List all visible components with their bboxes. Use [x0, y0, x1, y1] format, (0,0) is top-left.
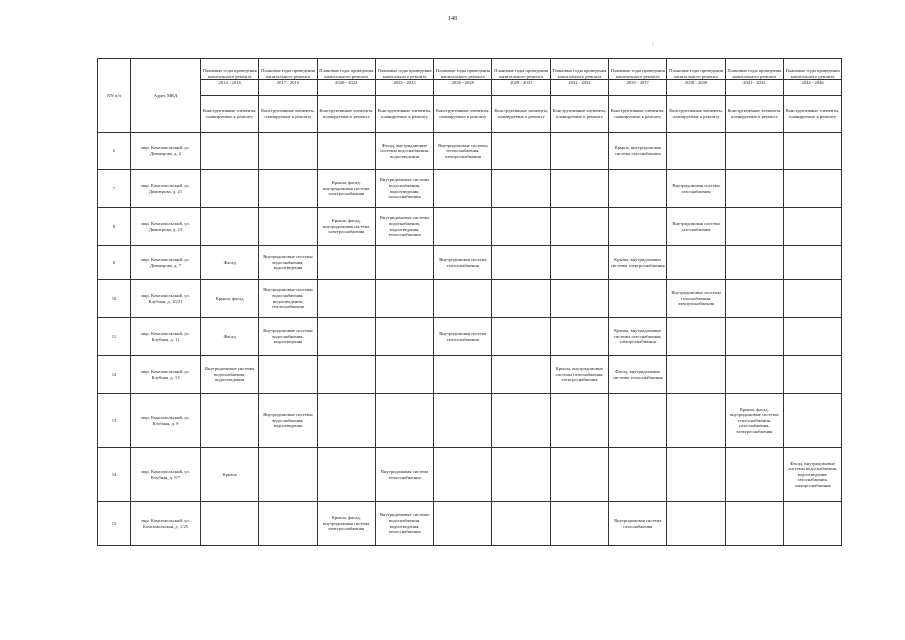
repair-cell-5 — [492, 280, 550, 318]
repair-cell-1: Внутридомовые системы водоснабжения, водоотведения — [259, 246, 317, 280]
repair-cell-0 — [201, 133, 259, 170]
period-title: Плановые годы проведения капитального ремонта — [610, 68, 665, 79]
repair-cell-4 — [434, 170, 492, 208]
repair-cell-6: Крыша, внутридомовые системы газоснабжения, электроснабжения — [550, 356, 608, 394]
repair-cell-5 — [492, 318, 550, 356]
period-title: Плановые годы проведения капитального ремонта — [669, 68, 723, 79]
header-elements-2: Конструктивные элементы, планируемые к ремонту — [317, 96, 375, 133]
repair-cell-4 — [434, 208, 492, 246]
row-address: мкр. Комсомольский, ул. Клубная, д. 11 — [131, 318, 201, 356]
repair-cell-5 — [492, 448, 550, 502]
repair-cell-10 — [783, 280, 841, 318]
table-row — [98, 133, 842, 170]
repair-cell-9 — [725, 170, 783, 208]
repair-cell-0: Фасад — [201, 318, 259, 356]
margin-mark: : — [652, 42, 654, 48]
repair-cell-4 — [434, 280, 492, 318]
repair-cell-6 — [550, 246, 608, 280]
repair-cell-3 — [375, 356, 433, 394]
repair-cell-9: Крыша, фасад, внутридомовые системы теплоснабжения, газоснабжения, электроснабжения — [725, 394, 783, 448]
header-period-9 — [725, 59, 783, 96]
period-years: 2041 - 2043 — [726, 79, 783, 86]
row-number: 9 — [98, 246, 131, 280]
header-period-3 — [375, 59, 433, 96]
header-period-7 — [609, 59, 667, 96]
header-period-2 — [317, 59, 375, 96]
header-period-1 — [259, 59, 317, 96]
table-row — [98, 246, 842, 280]
table-row — [98, 280, 842, 318]
repair-cell-8 — [667, 356, 725, 394]
repair-cell-10 — [783, 246, 841, 280]
repair-cell-3 — [375, 318, 433, 356]
repair-cell-2 — [317, 356, 375, 394]
repair-cell-10 — [783, 133, 841, 170]
period-years: 2038 - 2040 — [667, 79, 724, 86]
row-address: мкр. Комсомольский, ул. Димитрова, д. 21 — [131, 170, 201, 208]
period-title: Плановые годы проведения капитального ремонта — [494, 68, 549, 79]
repair-cell-9 — [725, 318, 783, 356]
repair-cell-3 — [375, 394, 433, 448]
row-number: 14 — [98, 448, 131, 502]
repair-cell-10 — [783, 318, 841, 356]
repair-cell-7 — [609, 280, 667, 318]
repair-cell-2 — [317, 394, 375, 448]
repair-cell-3: Внутридомовые системы водоснабжения, водоотведения, теплоснабжения — [375, 170, 433, 208]
repair-cell-6 — [550, 448, 608, 502]
repair-cell-0: Крыша — [201, 448, 259, 502]
repair-cell-8: Внутридомовая система газоснабжения — [667, 208, 725, 246]
repair-cell-8 — [667, 394, 725, 448]
repair-cell-6 — [550, 502, 608, 546]
row-number: 13 — [98, 394, 131, 448]
repair-cell-2 — [317, 246, 375, 280]
repair-cell-6 — [550, 133, 608, 170]
header-elements-0: Конструктивные элементы, планируемые к ремонту — [201, 96, 259, 133]
header-period-5 — [492, 59, 550, 96]
row-number: 11 — [98, 318, 131, 356]
header-period-0 — [201, 59, 259, 96]
table-body — [98, 133, 842, 546]
repair-cell-4 — [434, 502, 492, 546]
repair-cell-2: Крыша, фасад, внутридомовая система электроснабжения — [317, 208, 375, 246]
header-period-10 — [783, 59, 841, 96]
period-title: Плановые годы проведения капитального ремонта — [552, 68, 607, 79]
repair-cell-3: Внутридомовые системы водоснабжения, водоотведения, теплоснабжения — [375, 502, 433, 546]
period-title: Плановые годы проведения капитального ремонта — [202, 68, 257, 79]
repair-cell-2 — [317, 280, 375, 318]
repair-cell-7 — [609, 394, 667, 448]
repair-cell-9 — [725, 356, 783, 394]
repair-cell-2: Крыша, фасад, внутридомовая система электроснабжения — [317, 502, 375, 546]
repair-cell-4: Внутридомовые системы теплоснабжения, электроснабжения — [434, 133, 492, 170]
repair-cell-8 — [667, 246, 725, 280]
repair-cell-9 — [725, 280, 783, 318]
repair-cell-3 — [375, 280, 433, 318]
header-elements-5: Конструктивные элементы, планируемые к ремонту — [492, 96, 550, 133]
row-address: мкр. Комсомольский, ул. Клубная, д. 9/7 — [131, 448, 201, 502]
table-row — [98, 170, 842, 208]
period-years: 2023 - 2025 — [376, 79, 433, 86]
repair-cell-10 — [783, 356, 841, 394]
header-elements-8: Конструктивные элементы, планируемые к ремонту — [667, 96, 725, 133]
repair-cell-0: Внутридомовые системы водоснабжения, водоотведения — [201, 356, 259, 394]
header-address: Адрес МКД — [131, 59, 201, 133]
repair-cell-0 — [201, 170, 259, 208]
repair-plan-table — [97, 58, 842, 546]
period-title: Плановые годы проведения капитального ремонта — [727, 68, 782, 79]
period-title: Плановые годы проведения капитального ремонта — [260, 68, 315, 79]
repair-cell-7: Крыша, внутридомовая система газоснабжения — [609, 133, 667, 170]
repair-cell-6 — [550, 208, 608, 246]
repair-cell-5 — [492, 133, 550, 170]
table-row — [98, 448, 842, 502]
row-number: 6 — [98, 133, 131, 170]
table-row — [98, 356, 842, 394]
table-row — [98, 502, 842, 546]
period-title: Плановые годы проведения капитального ремонта — [377, 68, 432, 79]
repair-cell-8 — [667, 448, 725, 502]
repair-cell-5 — [492, 170, 550, 208]
repair-cell-7 — [609, 448, 667, 502]
table-row — [98, 318, 842, 356]
table-row — [98, 394, 842, 448]
repair-cell-5 — [492, 208, 550, 246]
repair-cell-5 — [492, 394, 550, 448]
repair-cell-5 — [492, 356, 550, 394]
row-number: 12 — [98, 356, 131, 394]
repair-cell-8 — [667, 502, 725, 546]
repair-cell-0: Крыша, фасад — [201, 280, 259, 318]
page-number: 148 — [448, 16, 457, 22]
repair-cell-1 — [259, 170, 317, 208]
repair-cell-1 — [259, 208, 317, 246]
header-elements-10: Конструктивные элементы, планируемые к ремонту — [783, 96, 841, 133]
period-years: 2029 - 2031 — [492, 79, 549, 86]
header-period-4 — [434, 59, 492, 96]
repair-cell-9 — [725, 133, 783, 170]
header-elements-6: Конструктивные элементы, планируемые к ремонту — [550, 96, 608, 133]
period-title: Плановые годы проведения капитального ремонта — [785, 68, 840, 79]
period-years: 2032 - 2034 — [551, 79, 608, 86]
row-address: мкр. Комсомольский, ул. Клубная, д. 10/31 — [131, 280, 201, 318]
repair-cell-1 — [259, 356, 317, 394]
repair-cell-8: Внутридомовая система газоснабжения — [667, 170, 725, 208]
repair-cell-6 — [550, 394, 608, 448]
repair-cell-8 — [667, 318, 725, 356]
repair-cell-1: Внутридомовые системы водоснабжения, водоотведения — [259, 394, 317, 448]
repair-cell-5 — [492, 502, 550, 546]
repair-cell-2 — [317, 318, 375, 356]
repair-cell-0: Фасад — [201, 246, 259, 280]
repair-cell-6 — [550, 170, 608, 208]
period-years: 2044 - 2046 — [784, 79, 841, 86]
repair-cell-8: Внутридомовые системы газоснабжения, электроснабжения — [667, 280, 725, 318]
repair-cell-1 — [259, 133, 317, 170]
repair-cell-3: Внутридомовая система теплоснабжения — [375, 448, 433, 502]
repair-cell-1: Внутридомовые системы водоснабжения, водоотведения, теплоснабжения — [259, 280, 317, 318]
table-row — [98, 208, 842, 246]
period-title: Плановые годы проведения капитального ремонта — [319, 68, 374, 79]
repair-cell-10 — [783, 502, 841, 546]
period-years: 2017 - 2019 — [259, 79, 316, 86]
row-number: 10 — [98, 280, 131, 318]
repair-cell-0 — [201, 502, 259, 546]
repair-cell-10: Фасад, внутридомовые системы водоснабжения, водоотведения, газоснабжения, электроснабжения — [783, 448, 841, 502]
repair-cell-9 — [725, 448, 783, 502]
header-elements-7: Конструктивные элементы, планируемые к ремонту — [609, 96, 667, 133]
header-period-8 — [667, 59, 725, 96]
repair-cell-7: Внутридомовая система газоснабжения — [609, 502, 667, 546]
repair-cell-4 — [434, 356, 492, 394]
repair-cell-8 — [667, 133, 725, 170]
repair-cell-3 — [375, 246, 433, 280]
repair-cell-10 — [783, 208, 841, 246]
repair-cell-4: Внутридомовая система теплоснабжения — [434, 318, 492, 356]
repair-cell-6 — [550, 280, 608, 318]
repair-cell-10 — [783, 170, 841, 208]
period-years: 2014 - 2016 — [201, 79, 258, 86]
repair-cell-2: Крыша, фасад, внутридомовая система электроснабжения — [317, 170, 375, 208]
repair-cell-7: Фасад, внутридомовые системы теплоснабжения — [609, 356, 667, 394]
header-elements-1: Конструктивные элементы, планируемые к ремонту — [259, 96, 317, 133]
repair-cell-4 — [434, 448, 492, 502]
repair-cell-7: Крыша, внутридомовые системы электроснабжения — [609, 246, 667, 280]
table-header — [98, 59, 842, 133]
repair-cell-9 — [725, 246, 783, 280]
period-years: 2035 - 2037 — [609, 79, 666, 86]
repair-cell-1 — [259, 502, 317, 546]
repair-cell-1 — [259, 448, 317, 502]
period-title: Плановые годы проведения капитального ремонта — [435, 68, 490, 79]
repair-cell-7 — [609, 208, 667, 246]
header-period-6 — [550, 59, 608, 96]
repair-cell-4: Внутридомовая система теплоснабжения — [434, 246, 492, 280]
repair-cell-1: Внутридомовые системы водоснабжения, водоотведения — [259, 318, 317, 356]
row-address: мкр. Комсомольский, ул. Комсомольская, д. 1/25 — [131, 502, 201, 546]
repair-cell-4 — [434, 394, 492, 448]
row-address: мкр. Комсомольский, ул. Клубная, д. 13 — [131, 356, 201, 394]
header-elements-4: Конструктивные элементы, планируемые к ремонту — [434, 96, 492, 133]
repair-cell-0 — [201, 394, 259, 448]
row-address: мкр. Комсомольский, ул. Димитрова, д. 23 — [131, 208, 201, 246]
row-number: 15 — [98, 502, 131, 546]
header-elements-9: Конструктивные элементы, планируемые к ремонту — [725, 96, 783, 133]
repair-cell-7: Крыша, внутридомовые системы газоснабжения, электроснабжения — [609, 318, 667, 356]
row-address: мкр. Комсомольский, ул. Клубная, д. 9 — [131, 394, 201, 448]
repair-cell-5 — [492, 246, 550, 280]
repair-cell-3: Фасад, внутридомовые системы водоснабжения, водоотведения — [375, 133, 433, 170]
row-address: мкр. Комсомольский, ул. Димитрова, д. 7 — [131, 246, 201, 280]
header-nn: NN п/п — [98, 59, 131, 133]
repair-cell-7 — [609, 170, 667, 208]
repair-cell-9 — [725, 502, 783, 546]
row-number: 8 — [98, 208, 131, 246]
repair-cell-6 — [550, 318, 608, 356]
header-elements-3: Конструктивные элементы, планируемые к ремонту — [375, 96, 433, 133]
repair-cell-2 — [317, 448, 375, 502]
repair-cell-10 — [783, 394, 841, 448]
repair-cell-2 — [317, 133, 375, 170]
repair-cell-0 — [201, 208, 259, 246]
row-number: 7 — [98, 170, 131, 208]
period-years: 2020 - 2022 — [318, 79, 375, 86]
row-address: мкр. Комсомольский, ул. Димитрова, д. 2 — [131, 133, 201, 170]
repair-cell-3: Внутридомовые системы водоснабжения, водоотведения, теплоснабжения — [375, 208, 433, 246]
repair-cell-9 — [725, 208, 783, 246]
period-years: 2026 - 2028 — [434, 79, 491, 86]
